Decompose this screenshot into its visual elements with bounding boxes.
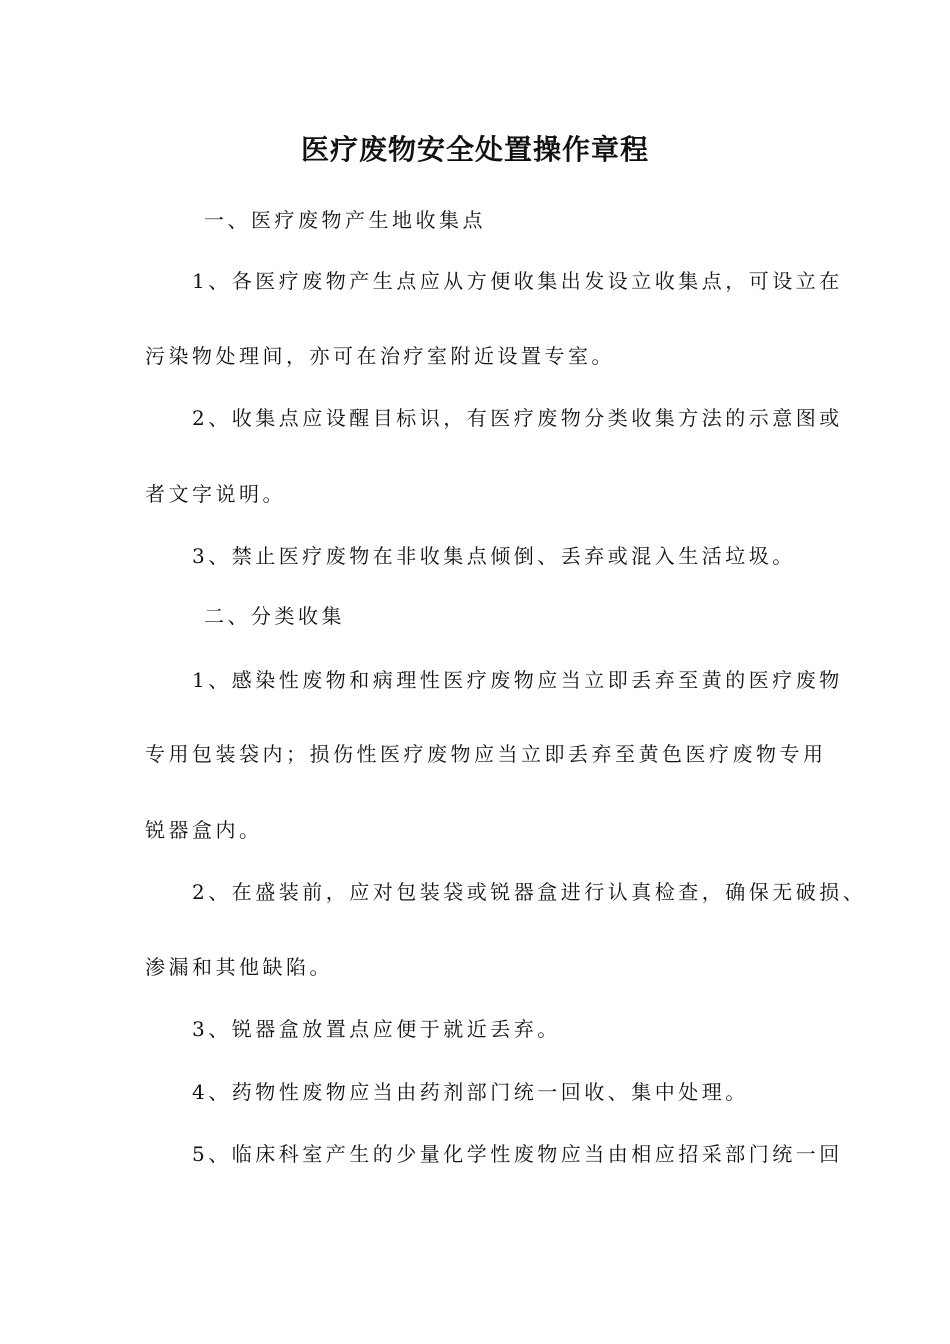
paragraph-line: 污染物处理间，亦可在治疗室附近设置专室。 (145, 344, 615, 368)
paragraph-line: 2、收集点应设醒目标识，有医疗废物分类收集方法的示意图或 (192, 406, 843, 430)
paragraph-line: 渗漏和其他缺陷。 (145, 955, 333, 979)
paragraph-line: 1、感染性废物和病理性医疗废物应当立即丢弃至黄的医疗废物 (192, 668, 843, 692)
paragraph-line: 3、禁止医疗废物在非收集点倾倒、丢弃或混入生活垃圾。 (192, 544, 796, 568)
paragraph-line: 锐器盒内。 (145, 818, 263, 842)
paragraph-line: 者文字说明。 (145, 482, 286, 506)
paragraph-line: 4、药物性废物应当由药剂部门统一回收、集中处理。 (192, 1080, 749, 1104)
paragraph-line: 2、在盛装前，应对包装袋或锐器盒进行认真检查，确保无破损、 (192, 880, 867, 904)
section-heading-2: 二、分类收集 (204, 604, 345, 628)
section-heading-1: 一、医疗废物产生地收集点 (204, 208, 486, 232)
document-title: 医疗废物安全处置操作章程 (300, 133, 649, 166)
paragraph-line: 专用包装袋内；损伤性医疗废物应当立即丢弃至黄色医疗废物专用 (145, 742, 827, 766)
paragraph-line: 3、锐器盒放置点应便于就近丢弃。 (192, 1017, 561, 1041)
paragraph-line: 5、临床科室产生的少量化学性废物应当由相应招采部门统一回 (192, 1142, 843, 1166)
paragraph-line: 1、各医疗废物产生点应从方便收集出发设立收集点，可设立在 (192, 269, 843, 293)
